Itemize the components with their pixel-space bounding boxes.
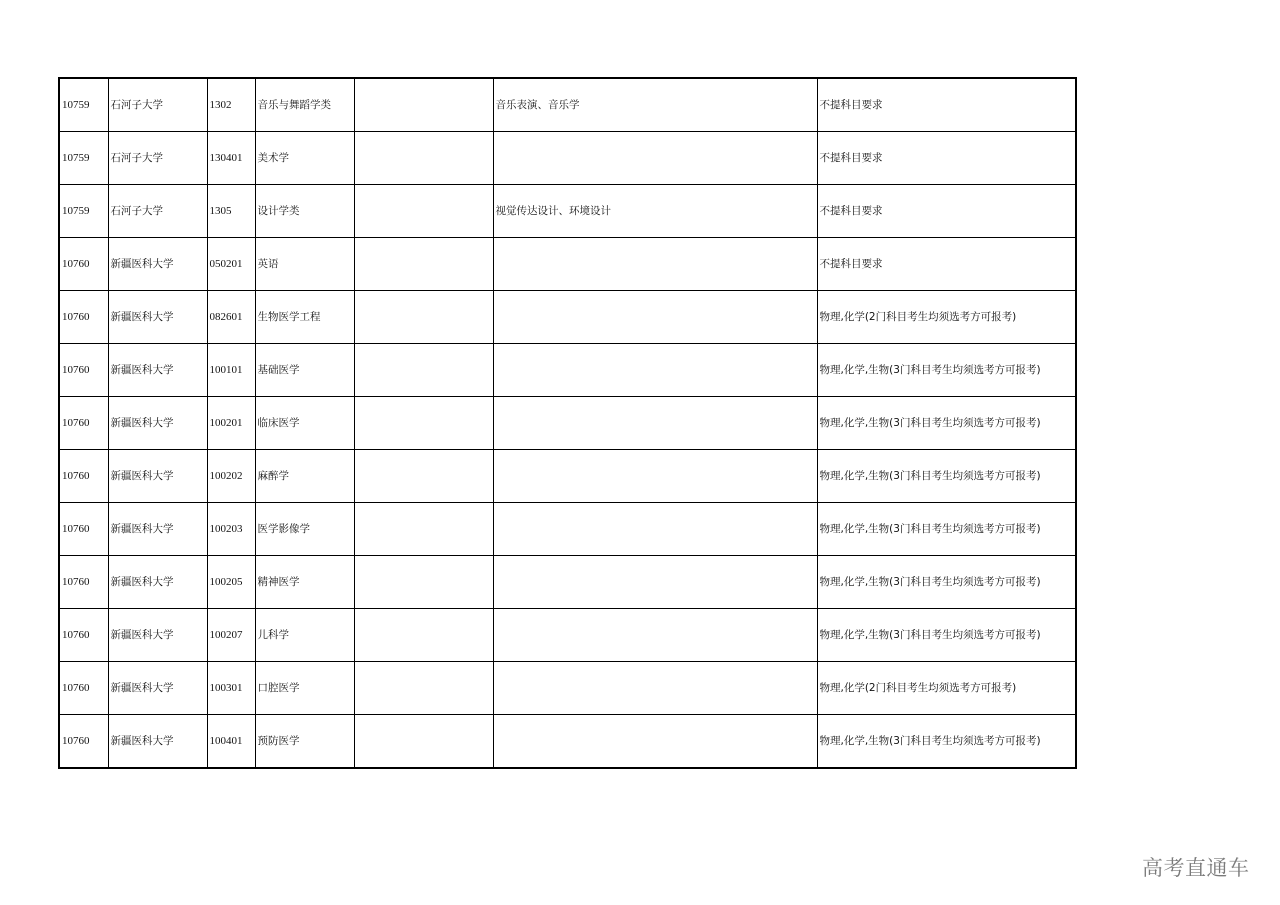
school-code-cell: 10759 [59,78,108,132]
major-code-cell: 100301 [207,662,255,715]
subject-requirement-cell: 物理,化学,生物(3门科目考生均须选考方可报考) [817,450,1076,503]
table-row [59,238,1076,291]
major-name-cell: 英语 [255,238,354,291]
school-code-cell: 10760 [59,450,108,503]
subject-requirement-cell: 物理,化学(2门科目考生均须选考方可报考) [817,291,1076,344]
subject-requirement-cell: 物理,化学,生物(3门科目考生均须选考方可报考) [817,715,1076,769]
included-majors-cell [493,662,817,715]
major-code-cell: 100101 [207,344,255,397]
note-cell [354,344,493,397]
major-name-cell: 精神医学 [255,556,354,609]
major-code-cell: 100207 [207,609,255,662]
subject-requirement-cell: 物理,化学,生物(3门科目考生均须选考方可报考) [817,503,1076,556]
school-code-cell: 10760 [59,609,108,662]
table-row [59,397,1076,450]
major-name-cell: 美术学 [255,132,354,185]
note-cell [354,185,493,238]
note-cell [354,503,493,556]
included-majors-cell [493,132,817,185]
subject-requirements-table [58,77,1077,769]
subject-requirement-cell: 物理,化学,生物(3门科目考生均须选考方可报考) [817,609,1076,662]
subject-requirement-cell: 不提科目要求 [817,238,1076,291]
included-majors-cell [493,344,817,397]
school-name-cell: 石河子大学 [108,185,207,238]
school-name-cell: 石河子大学 [108,132,207,185]
major-name-cell: 预防医学 [255,715,354,769]
school-code-cell: 10760 [59,503,108,556]
subject-requirement-cell: 物理,化学,生物(3门科目考生均须选考方可报考) [817,556,1076,609]
table-row [59,291,1076,344]
included-majors-cell: 视觉传达设计、环境设计 [493,185,817,238]
table-row [59,609,1076,662]
major-code-cell: 1305 [207,185,255,238]
major-code-cell: 050201 [207,238,255,291]
subject-requirement-cell: 不提科目要求 [817,185,1076,238]
note-cell [354,238,493,291]
table-row [59,662,1076,715]
school-code-cell: 10759 [59,132,108,185]
school-name-cell: 新疆医科大学 [108,344,207,397]
school-name-cell: 新疆医科大学 [108,715,207,769]
major-name-cell: 口腔医学 [255,662,354,715]
school-code-cell: 10760 [59,238,108,291]
major-name-cell: 医学影像学 [255,503,354,556]
major-name-cell: 麻醉学 [255,450,354,503]
watermark-text: 高考直通车 [1142,856,1250,880]
major-code-cell: 100203 [207,503,255,556]
note-cell [354,715,493,769]
table-row [59,185,1076,238]
school-name-cell: 新疆医科大学 [108,397,207,450]
included-majors-cell [493,609,817,662]
school-name-cell: 石河子大学 [108,78,207,132]
major-name-cell: 生物医学工程 [255,291,354,344]
school-name-cell: 新疆医科大学 [108,662,207,715]
school-code-cell: 10760 [59,715,108,769]
note-cell [354,397,493,450]
school-code-cell: 10759 [59,185,108,238]
table-row [59,450,1076,503]
school-name-cell: 新疆医科大学 [108,450,207,503]
major-name-cell: 临床医学 [255,397,354,450]
school-name-cell: 新疆医科大学 [108,556,207,609]
table-row [59,556,1076,609]
major-name-cell: 设计学类 [255,185,354,238]
school-code-cell: 10760 [59,397,108,450]
note-cell [354,291,493,344]
school-code-cell: 10760 [59,344,108,397]
major-code-cell: 130401 [207,132,255,185]
subject-requirement-cell: 物理,化学(2门科目考生均须选考方可报考) [817,662,1076,715]
school-code-cell: 10760 [59,291,108,344]
subject-requirement-cell: 不提科目要求 [817,78,1076,132]
note-cell [354,609,493,662]
major-code-cell: 082601 [207,291,255,344]
major-code-cell: 1302 [207,78,255,132]
subject-requirement-cell: 物理,化学,生物(3门科目考生均须选考方可报考) [817,344,1076,397]
major-name-cell: 儿科学 [255,609,354,662]
school-name-cell: 新疆医科大学 [108,238,207,291]
note-cell [354,450,493,503]
note-cell [354,78,493,132]
school-code-cell: 10760 [59,556,108,609]
included-majors-cell [493,291,817,344]
major-code-cell: 100205 [207,556,255,609]
included-majors-cell [493,450,817,503]
school-name-cell: 新疆医科大学 [108,609,207,662]
school-code-cell: 10760 [59,662,108,715]
included-majors-cell [493,238,817,291]
subject-requirement-cell: 物理,化学,生物(3门科目考生均须选考方可报考) [817,397,1076,450]
note-cell [354,132,493,185]
major-code-cell: 100202 [207,450,255,503]
table-row [59,132,1076,185]
included-majors-cell: 音乐表演、音乐学 [493,78,817,132]
table-body [59,78,1076,768]
included-majors-cell [493,556,817,609]
included-majors-cell [493,715,817,769]
table-row [59,503,1076,556]
major-code-cell: 100401 [207,715,255,769]
included-majors-cell [493,397,817,450]
subject-requirement-cell: 不提科目要求 [817,132,1076,185]
school-name-cell: 新疆医科大学 [108,291,207,344]
included-majors-cell [493,503,817,556]
major-code-cell: 100201 [207,397,255,450]
school-name-cell: 新疆医科大学 [108,503,207,556]
major-name-cell: 基础医学 [255,344,354,397]
major-name-cell: 音乐与舞蹈学类 [255,78,354,132]
note-cell [354,556,493,609]
table-row [59,715,1076,769]
table-row [59,78,1076,132]
note-cell [354,662,493,715]
table-row [59,344,1076,397]
